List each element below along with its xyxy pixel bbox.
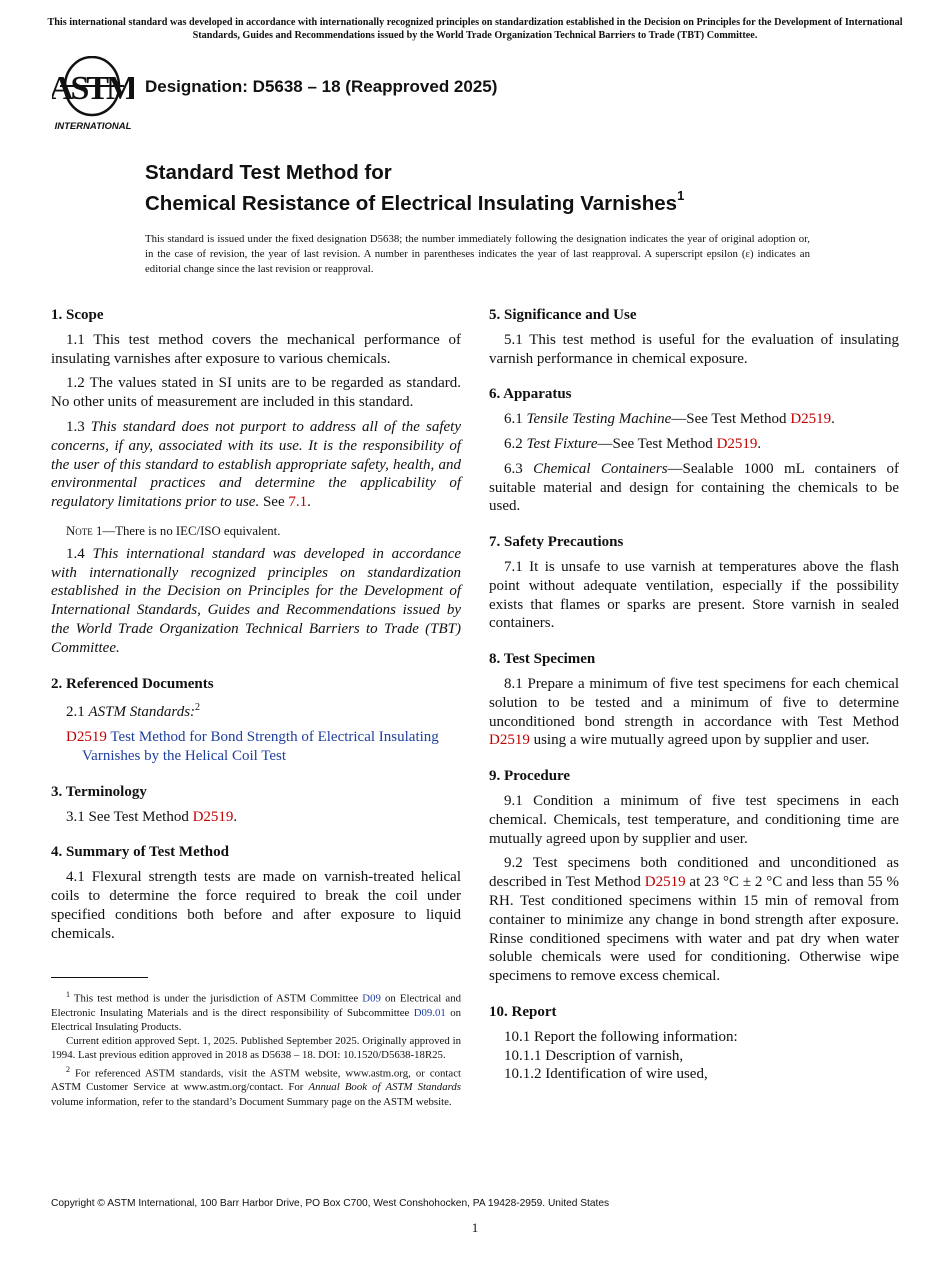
- footnote-1-edition: Current edition approved Sept. 1, 2025. Published September 2025. Originally approved in 1994. Last previous edition approved in 2018 as D5638 – 18. DOI: 10.1520/D5638-18R25.: [51, 1035, 461, 1062]
- paragraph-1-3: 1.3 This standard does not purport to address all of the safety concerns, if any, associated with its use. It is the responsibility of the user of this standard to establish appropriate safety, health, and environmental practices and determine the applicability of regulatory limitations prior to use. See 7.1.: [51, 418, 461, 511]
- link-d2519[interactable]: D2519: [192, 808, 234, 825]
- section-apparatus: [489, 385, 899, 516]
- reference-d2519[interactable]: D2519 Test Method for Bond Strength of Electrical Insulating Varnishes by the Helical Coil Test: [66, 729, 439, 764]
- link-d2519[interactable]: D2519: [716, 435, 758, 452]
- paragraph-1-4: 1.4 This international standard was developed in accordance with internationally recognized principles on standardization established in the Decision on Principles for the Development of International Standards, Guides and Recommendations issued by the World Trade Organization Technical Barriers to Trade (TBT) Committee.: [51, 545, 462, 656]
- paragraph-4-1: 4.1 Flexural strength tests are made on varnish-treated helical coils to determine the force required to break the coil under specified conditions both before and after exposure to liquid chemicals.: [51, 869, 461, 942]
- paragraph-10-1: 10.1 Report the following information:: [504, 1028, 738, 1045]
- section-scope: [51, 306, 461, 658]
- title-line-2: Chemical Resistance of Electrical Insulating Varnishes$^1$: [145, 188, 685, 215]
- paragraph-9-2: 9.2 Test specimens both conditioned and unconditioned as described in Test Method D2519 at 23 °C ± 2 °C and less than 55 % RH. Test conditioned specimens within 15 min of removal from container to minimize any change in bond strength after exposure. Rinse conditioned specimens with water and pat dry when water soluble chemicals were used for conditioning. Otherwise wipe specimens to remove excess chemical.: [489, 855, 900, 985]
- paragraph-8-1: 8.1 Prepare a minimum of five test specimens for each chemical solution to be tested and a minimum of five to determine unconditioned bond strength in accordance with Test Method D2519 using a wire mutually agreed upon by supplier and user.: [489, 675, 899, 749]
- section-heading: 5. Significance and Use: [489, 307, 637, 323]
- paragraph-10-1-2: 10.1.2 Identification of wire used,: [504, 1066, 708, 1083]
- document-title: [145, 160, 684, 216]
- section-heading: 8. Test Specimen: [489, 651, 596, 668]
- section-heading: 6. Apparatus: [489, 386, 572, 403]
- designation: Designation: D5638 – 18 (Reapproved 2025): [145, 77, 498, 96]
- svg-text:ASTM: ASTM: [52, 70, 134, 107]
- link-d09-01[interactable]: D09.01: [413, 1006, 446, 1019]
- section-significance: [489, 306, 899, 368]
- paragraph-1-1: 1.1 This test method covers the mechanical performance of insulating varnishes after exposure to various chemicals.: [51, 331, 461, 367]
- paragraph-5-1: 5.1 This test method is useful for the evaluation of insulating varnish performance in chemical exposure.: [489, 331, 899, 367]
- footnote-1: $^1$ This test method is under the jurisdiction of ASTM Committee D09 on Electrical and Electronic Insulating Materials and is the direct responsibility of Subcommittee D09.01 on Electrical Insulating Products.: [51, 990, 462, 1033]
- link-d2519[interactable]: D2519: [644, 874, 686, 891]
- section-heading: 4. Summary of Test Method: [51, 844, 229, 861]
- title-line-1: Standard Test Method for: [145, 161, 392, 184]
- note-1: Note 1—There is no IEC/ISO equivalent.: [66, 523, 281, 538]
- paragraph-9-1: 9.1 Condition a minimum of five test specimens in each chemical. Chemicals, test temperature, and conditioning time are mutually agreed upon by supplier and user.: [489, 792, 899, 847]
- footnote-divider: [51, 977, 148, 978]
- top-note: This international standard was developed in accordance with internationally recognized principles on standardization established in the Decision on Principles for the Development of International Standards, Guides and Recommendations issued by the World Trade Organization Technical Barriers to Trade (TBT) Committee.: [47, 17, 903, 41]
- section-referenced-documents: [51, 675, 461, 766]
- link-7-1[interactable]: 7.1: [288, 494, 308, 511]
- section-heading: 10. Report: [489, 1003, 557, 1020]
- section-test-specimen: [489, 650, 899, 750]
- footnotes: [51, 988, 461, 1109]
- issued-note: This standard is issued under the fixed designation D5638; the number immediately following the designation indicates the year of original adoption or, in the case of revision, the year of last revision. A number in parentheses indicates the year of last reapproval. A superscript epsilon (ε) indicates an editorial change since the last revision or reapproval.: [145, 233, 810, 275]
- paragraph-6-3: 6.3 Chemical Containers—Sealable 1000 mL containers of suitable material and design for containing the chemicals to be used.: [489, 460, 900, 515]
- paragraph-1-2: 1.2 The values stated in SI units are to be regarded as standard. No other units of measurement are included in this standard.: [51, 375, 461, 411]
- title-footnote-ref: 1: [677, 188, 685, 203]
- section-heading: 7. Safety Precautions: [489, 534, 624, 551]
- link-d09[interactable]: D09: [362, 992, 381, 1005]
- link-d2519[interactable]: D2519: [790, 411, 832, 428]
- section-summary: [51, 843, 461, 943]
- paragraph-6-2: 6.2 Test Fixture—See Test Method D2519.: [504, 435, 762, 452]
- section-terminology: [51, 783, 461, 827]
- paragraph-3-1: 3.1 See Test Method D2519.: [66, 808, 238, 825]
- section-report: [489, 1003, 899, 1084]
- section-heading: 2. Referenced Documents: [51, 675, 214, 692]
- paragraph-6-1: 6.1 Tensile Testing Machine—See Test Method D2519.: [504, 411, 835, 428]
- paragraph-10-1-1: 10.1.1 Description of varnish,: [504, 1047, 684, 1064]
- page-number: 1: [471, 1220, 479, 1235]
- paragraph-7-1: 7.1 It is unsafe to use varnish at temperatures above the flash point without adequate ventilation, especially if the possibility exists that flames or sparks are present. Store varnish in sealed containers.: [489, 558, 899, 632]
- section-safety: [489, 533, 899, 633]
- logo-text: INTERNATIONAL: [54, 121, 132, 132]
- paragraph-2-1: 2.1 ASTM Standards:$^2$: [66, 702, 201, 721]
- footnote-2: $^2$ For referenced ASTM standards, visit the ASTM website, www.astm.org, or contact ASTM Customer Service at www.astm.org/contact. For Annual Book of ASTM Standards volume information, refer to the standard’s Document Summary page on the ASTM website.: [51, 1064, 461, 1108]
- link-d2519[interactable]: D2519: [489, 732, 530, 749]
- section-heading: 9. Procedure: [489, 768, 571, 785]
- right-column: [489, 306, 899, 1101]
- section-procedure: [489, 767, 899, 986]
- section-heading: 3. Terminology: [51, 783, 147, 800]
- astm-logo: [52, 56, 134, 132]
- left-column: [51, 306, 461, 960]
- copyright: Copyright © ASTM International, 100 Barr Harbor Drive, PO Box C700, West Conshohocken, PA 19428-2959. United States: [51, 1198, 610, 1209]
- section-heading: 1. Scope: [51, 307, 104, 323]
